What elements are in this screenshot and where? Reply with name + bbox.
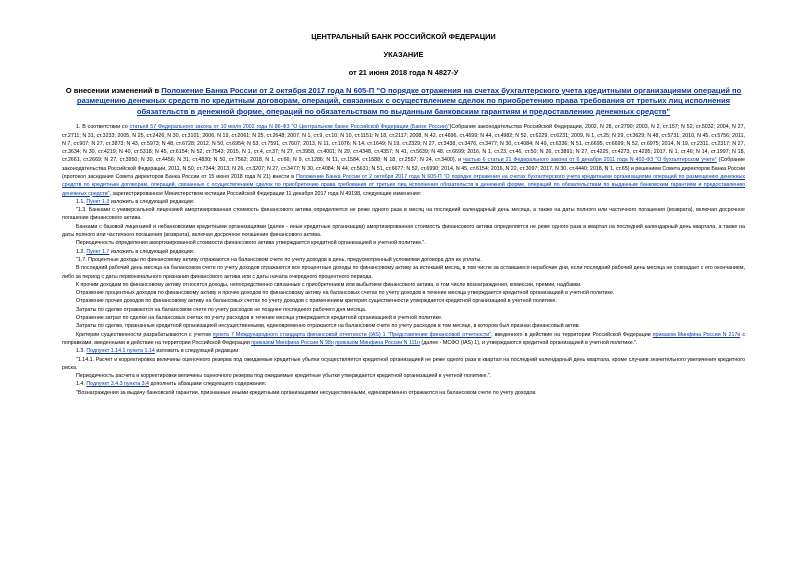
document-body (62, 123, 745, 397)
paragraph-text: 1.1. (76, 198, 87, 205)
paragraph-text: Отражение прочих доходов по финансовому активу на балансовых счетах по учету доходов с применением критерия существенности утверждается кредитной организацией в учетной политике. (76, 298, 557, 305)
body-paragraph (62, 256, 745, 264)
body-paragraph (62, 356, 745, 373)
paragraph-text: "1.7. Процентные доходы по финансовому активу отражаются на балансовом счете по учету доходов в день, предусмотренный условиями договора для их уплаты. (76, 256, 482, 263)
body-paragraph (62, 347, 745, 355)
body-paragraph (62, 248, 745, 256)
body-paragraph (62, 314, 745, 322)
reference-link[interactable]: пункта 7 Международного стандарта финансовой отчетности (IAS) 1 "Представление финансовой отчетности" (212, 331, 492, 338)
reference-link[interactable]: Пункт 1.3 (86, 198, 110, 205)
body-paragraph (62, 239, 745, 247)
paragraph-text: Затраты по сделке, признанные кредитной организацией несущественными, единовременно отражаются на балансовом счете по учету расходов в том месяце, в котором был признан финансовый актив. (76, 323, 580, 330)
paragraph-text: Периодичность расчета и корректировки величины оценочного резерва под ожидаемые кредитные убытки утверждается кредитной организацией в учетной политике.". (76, 373, 492, 380)
document-date-number: от 21 июня 2018 года N 4827-У (348, 68, 459, 77)
paragraph-text: "1.14.1. Расчет и корректировка величины оценочного резерва под ожидаемые кредитные убытки осуществляется кредитной организацией не реже одного раза в квартал на последний календарный день квартала, кроме случаев значительного увеличения кредитного риска. (62, 356, 745, 371)
paragraph-text: изложить в следующей редакции: (109, 198, 195, 205)
document-type: УКАЗАНИЕ (383, 50, 424, 59)
title-regulation-link[interactable]: Положение Банка России от 2 октября 2017 года N 605-П "О порядке отражения на счетах бухгалтерского учета кредитными организациями операций по размещению денежных средств по кредитным договорам, операций, связанных с осуществлением сделок по приобретению права требования от третьих лиц исполнения обязательств в денежной форме, операций по обязательствам по выданным банковским гарантиям и предоставлению денежных средств" (76, 86, 742, 116)
paragraph-text: , введенного в действие на территории Российской Федерации (491, 331, 653, 338)
paragraph-text: 1.2. (76, 248, 87, 255)
paragraph-text: , зарегистрированное Министерством юстиции Российской Федерации 11 декабря 2017 года N 49198, следующие изменения: (109, 190, 422, 197)
paragraph-text: "1.3. Банками с универсальной лицензией амортизированная стоимость финансового актива определяется не реже одного раза в месяц на последний календарный день месяца, а также на даты полного или частичного погашения (возврата), включая досрочное погашение финансового актива. (62, 207, 745, 222)
body-paragraph (62, 322, 745, 330)
paragraph-text: изложить в следующей редакции: (109, 248, 195, 255)
paragraph-text: К прочим доходам по финансовому активу относятся доходы, непосредственно связанные с приобретением или выбытием финансового актива, в том числе вознаграждения, комиссии, премии, надбавки. (76, 281, 582, 288)
paragraph-text: 1.3. (76, 348, 87, 355)
paragraph-text: (Собрание законодательства Российской Федерации, 2011, N 50, ст.7344; 2013, N 26, ст.3207; N 27, ст.3477; N 30, ст.4084; N 44, ст.5631; N 51, ст.6677; N 52, ст.6990; 2014, N 45, ст.6154; 2016, N 22, ст.3097; 2017, N 30, ст.4440; 2018, N 1, ст.65) и решением Совета директоров Банка России (протокол заседания Совета директоров Банка России от 15 июня 2018 года N 21) внести в (62, 157, 745, 180)
paragraph-text: (Собрание законодательства Российской Федерации, 2002, N 28, ст.2790; 2003, N 2, ст.157; N 52, ст.5032; 2004, N 27, ст.2711; N 31, ст.3233; 2005, N 25, ст.2426; N 30, ст.3101; 2006, N 19, ст.2061; N 25, ст.2648; 2007, N 1, ст.9, ст.10; N 10, ст.1151; N 18, ст.2117; 2008, N 42, ст.4696, ст.4699; N 44, ст.4982; N 52, ст.6229, ст.6231; 2009, N 1, ст.25; N 29, ст.3629; N 48, ст.5731; 2010, N 45, ст.5756; 2011, N 7, ст.907; N 27, ст.3873; N 43, ст.5973; N 48, ст.6728; 2012, N 50, ст.6954; N 53, ст.7591, ст.7607; 2013, N 11, ст.1076; N 14, ст.1649; N 19, ст.2329; N 27, ст.3438, ст.3476, ст.3477; N 30, ст.4084; N 49, ст.6336; N 51, ст.6695, ст.6699; N 52, ст.6975; 2014, N 19, ст.2311, ст.2317; N 27, ст.3634; N 30, ст.4219; N 40, ст.5318; N 45, ст.6154; N 52, ст.7543; 2015, N 1, ст.4, ст.37; N 27, ст.3958, ст.4001; N 29, ст.4348, ст.4357; N 41, ст.5639; N 48, ст.6699; 2016, N 1, ст.23, ст.46, ст.50; N 26, ст.3891; N 27, ст.4225, ст.4273, ст.4295; 2017, N 1, ст.46; N 14, ст.1997; N 18, ст.2661, ст.2669; N 27, ст.3950; N 30, ст.4456; N 31, ст.4830; N 50, ст.7562; 2018, N 1, ст.66; N 9, ст.1286; N 11, ст.1584, ст.1588; N 18, ст.2557; N 24, ст.3400), и (62, 124, 746, 164)
body-paragraph (62, 223, 745, 240)
title-prefix: О внесении изменений в (65, 86, 162, 95)
body-paragraph (62, 331, 745, 348)
body-paragraph (62, 264, 745, 281)
paragraph-text: (далее - МСФО (IAS) 1), и утверждаются кредитной организацией в учетной политике.". (419, 339, 638, 346)
paragraph-text: 1. В соответствии со (76, 124, 130, 131)
reference-link[interactable]: статьей 57 Федерального закона от 10 июля 2002 года N 86-ФЗ "О Центральном банке Российской Федерации (Банке России)" (129, 124, 450, 131)
paragraph-text: дополнить абзацами следующего содержания: (148, 381, 267, 388)
body-paragraph (62, 389, 745, 397)
body-paragraph (62, 297, 745, 305)
body-paragraph (62, 206, 745, 223)
paragraph-text: Отражение затрат по сделке на балансовых счетах по учету расходов в течение месяца утверждается кредитной организацией в учетной политике. (76, 315, 443, 322)
reference-link[interactable]: приказом Минфина России N 98н (251, 339, 334, 346)
body-paragraph (62, 281, 745, 289)
paragraph-text: Затраты по сделке отражаются на балансовом счете по учету расходов не позднее последнего рабочего дня месяца. (76, 306, 367, 313)
body-paragraph (62, 123, 745, 198)
paragraph-text: изложить в следующей редакции: (154, 348, 240, 355)
paragraph-text: В последний рабочий день месяца на балансовом счете по учету доходов отражаются все процентные доходы по финансовому активу за истекший месяц, в том числе за оставшиеся нерабочие дни, если последний рабочий день месяца не совпадает с его окончанием, либо за период с даты первоначального признания финансового актива или с даты начала очередного процентного периода. (62, 265, 745, 280)
paragraph-text: Периодичность определения амортизированной стоимости финансового актива утверждается кредитной организацией в учетной политике.". (76, 240, 426, 247)
reference-link[interactable]: Подпункт 1.14.1 пункта 1.14 (86, 348, 155, 355)
body-paragraph (62, 289, 745, 297)
body-paragraph (62, 306, 745, 314)
reference-link[interactable]: приказом Минфина России N 111н (335, 339, 420, 346)
paragraph-text: с поправками, введенными в действие на территории Российской Федерации (62, 331, 745, 346)
reference-link[interactable]: Положение Банка России от 2 октября 2017 года N 605-П "О порядке отражения на счетах бухгалтерского учета кредитными организациями операций по размещению денежных средств по кредитным договорам, операций, связанных с осуществлением сделок по приобретению права требования от третьих лиц исполнения обязательств в денежной форме, операций по обязательствам по выданным банковским гарантиям и предоставлению денежных средств" (62, 174, 745, 197)
paragraph-text: 1.4. (76, 381, 87, 388)
paragraph-text: Отражение процентных доходов по финансовому активу и прочих доходов по финансовому активу на балансовых счетах по учету доходов в течение месяца утверждается кредитной организацией в учетной политике. (76, 290, 615, 297)
reference-link[interactable]: Подпункт 3.4.3 пункта 3.4 (86, 381, 149, 388)
document-title (62, 86, 745, 117)
body-paragraph (62, 372, 745, 380)
paragraph-text: "Вознаграждения за выдачу банковской гарантии, признанные иными кредитными организациями несущественными, единовременно отражаются на балансовом счете по учету доходов. (76, 389, 537, 396)
paragraph-text: Критерии существенности разрабатываются с учетом (76, 331, 213, 338)
document-page (62, 24, 745, 397)
reference-link[interactable]: Пункт 1.7 (86, 248, 110, 255)
paragraph-text: Банками с базовой лицензией и небанковскими кредитными организациями (далее - иные кредитные организации) амортизированная стоимость финансового актива определяется не реже одного раза в квартал на последний календарный день квартала, а также на даты полного или частичного погашения (возврата), включая досрочное погашение финансового актива. (62, 223, 745, 239)
reference-link[interactable]: частью 6 статьи 21 Федерального закона от 6 декабря 2011 года N 402-ФЗ "О бухгалтерском учете" (463, 157, 717, 164)
issuer-heading: ЦЕНТРАЛЬНЫЙ БАНК РОССИЙСКОЙ ФЕДЕРАЦИИ (311, 32, 496, 41)
body-paragraph (62, 380, 745, 388)
body-paragraph (62, 198, 745, 206)
reference-link[interactable]: приказом Минфина России N 217н (652, 331, 741, 338)
